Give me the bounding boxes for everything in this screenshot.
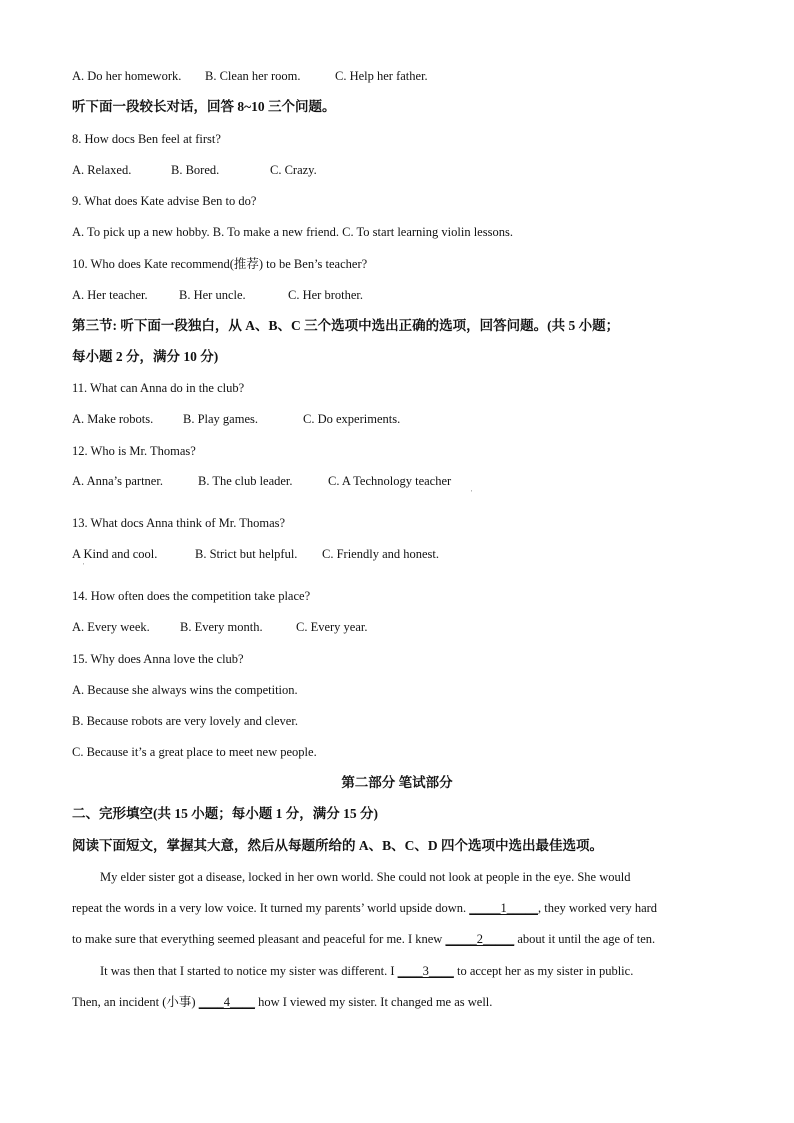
section3-instruction-line2: 每小题 2 分，满分 10 分) [72,349,219,364]
stray-mark: ˈ [470,489,473,498]
q10-options [72,287,363,303]
q15-question: 15. Why does Anna love the club? [72,652,244,666]
q11-question: 11. What can Anna do in the club? [72,381,245,395]
q11-option-b: B. Play games. [183,412,258,426]
q7-option-b: B. Clean her room. [205,69,301,83]
section3-instruction-line1: 第三节: 听下面一段独白，从 A、B、C 三个选项中选出正确的选项，回答问题。(共 5 小题； [72,318,620,333]
q8-option-a: A. Relaxed. [72,163,132,177]
q10-option-c: C. Her brother. [288,288,363,302]
q12-options [72,473,451,489]
q15-option-c: C. Because it’s a great place to meet new people. [72,745,317,759]
passage-p1-line3 [72,931,655,947]
q12-option-c: C. A Technology teacher [328,474,452,488]
q8-option-c: C. Crazy. [270,163,317,177]
q7-options [72,68,428,84]
passage-text: repeat the words in a very low voice. It turned my parents’ world upside down. [72,901,470,915]
q10-question: 10. Who does Kate recommend(推荐) to be Ben’s teacher? [72,257,368,271]
q9-options: A. To pick up a new hobby. B. To make a new friend. C. To start learning violin lessons. [72,225,513,239]
q14-options [72,619,368,635]
q13-options [72,546,439,562]
q12-option-a: A. Anna’s partner. [72,474,163,488]
q14-question: 14. How often does the competition take place? [72,589,311,603]
blank-4: ____4____ [198,995,255,1009]
q11-options [72,411,400,427]
passage-text: about it until the age of ten. [514,932,656,946]
part2-title: 第二部分 笔试部分 [341,775,453,790]
q11-option-a: A. Make robots. [72,412,154,426]
q13-option-b: B. Strict but helpful. [195,547,298,561]
q8-options [72,162,317,178]
q10-option-b: B. Her uncle. [179,288,246,302]
passage-text: , they worked very hard [537,901,658,915]
passage-text: to make sure that everything seemed pleasant and peaceful for me. I knew [72,932,446,946]
section-8-10-instruction: 听下面一段较长对话，回答 8~10 三个问题。 [72,99,336,114]
q14-option-a: A. Every week. [72,620,150,634]
q15-option-a: A. Because she always wins the competition. [72,683,298,697]
q9-question: 9. What does Kate advise Ben to do? [72,194,257,208]
stray-mark: ˈ [82,562,85,571]
q13-option-a: A Kind and cool. [72,547,158,561]
q10-option-a: A. Her teacher. [72,288,148,302]
passage-text: Then, an incident (小事) [72,995,199,1009]
q7-option-c: C. Help her father. [335,69,428,83]
q12-option-b: B. The club leader. [198,474,293,488]
blank-3: ____3____ [397,964,454,978]
q13-option-c: C. Friendly and honest. [322,547,440,561]
q8-question: 8. How docs Ben feel at first? [72,132,221,146]
passage-text: to accept her as my sister in public. [453,964,634,978]
cloze-heading: 二、完形填空(共 15 小题；每小题 1 分，满分 15 分) [72,806,378,821]
blank-1: _____1_____ [469,901,538,915]
passage-p2-line2 [72,994,492,1010]
blank-2: _____2_____ [445,932,515,946]
q11-option-c: C. Do experiments. [303,412,401,426]
q14-option-c: C. Every year. [296,620,368,634]
q15-option-b: B. Because robots are very lovely and clever. [72,714,298,728]
q14-option-b: B. Every month. [180,620,263,634]
q12-question: 12. Who is Mr. Thomas? [72,444,196,458]
passage-p1-line1: My elder sister got a disease, locked in her own world. She could not look at people in the eye. She would [100,870,631,884]
passage-p1-line2 [72,900,657,916]
cloze-instruction: 阅读下面短文，掌握其大意，然后从每题所给的 A、B、C、D 四个选项中选出最佳选项。 [72,838,604,853]
passage-text: how I viewed my sister. It changed me as well. [254,995,493,1009]
q7-option-a: A. Do her homework. [72,69,182,83]
passage-text: It was then that I started to notice my sister was different. I [100,964,398,978]
passage-p2-line1 [100,963,633,979]
q13-question: 13. What docs Anna think of Mr. Thomas? [72,516,286,530]
q8-option-b: B. Bored. [171,163,220,177]
